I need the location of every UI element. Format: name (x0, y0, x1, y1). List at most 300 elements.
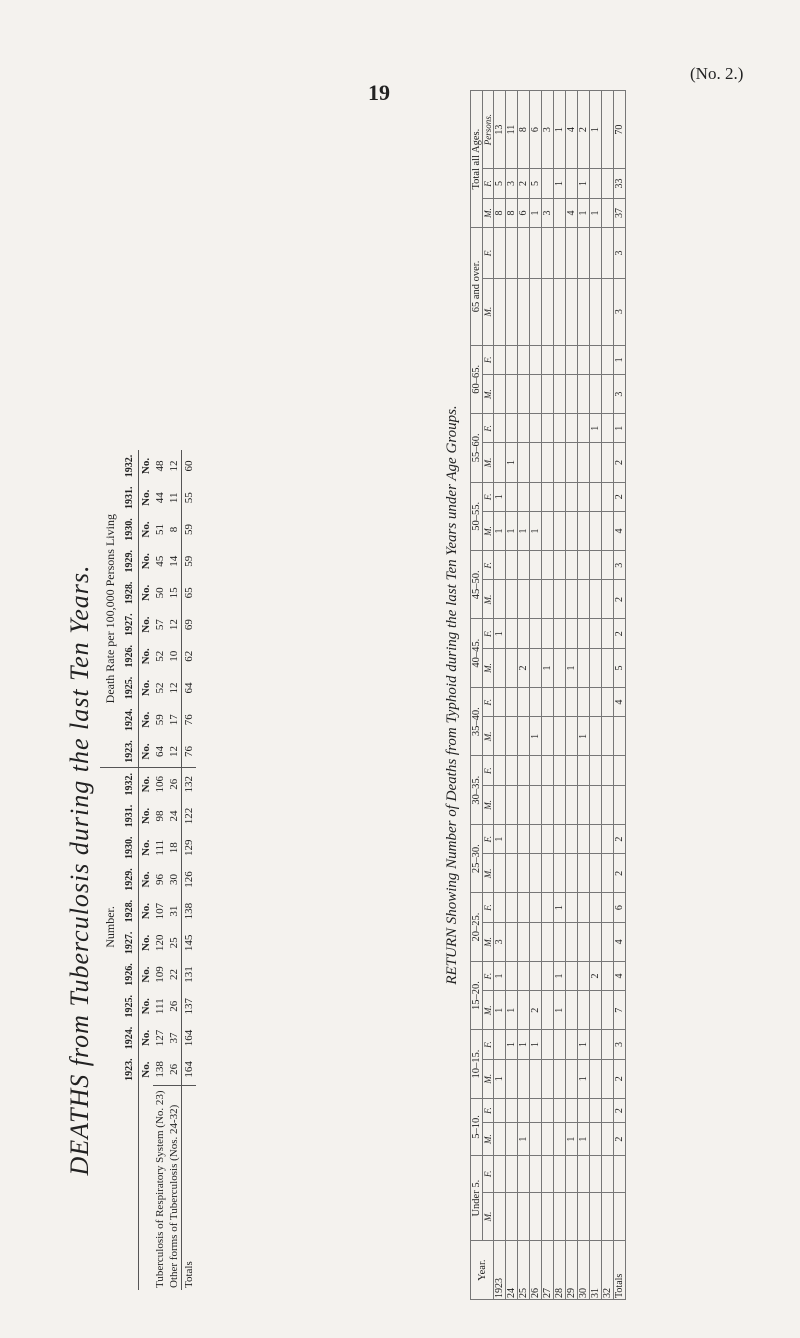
count-cell (578, 893, 590, 922)
count-cell (542, 511, 554, 550)
count-cell (506, 961, 518, 990)
count-cell (542, 756, 554, 785)
male-header: M. (483, 443, 494, 482)
count-cell (494, 278, 506, 345)
total-cell: 2 (614, 1123, 626, 1156)
count-cell (590, 619, 602, 648)
count-cell (602, 1030, 614, 1059)
count-cell (602, 551, 614, 580)
count-cell (542, 443, 554, 482)
count-cell (518, 1192, 530, 1241)
no-label: No. (140, 679, 152, 697)
count-cell (494, 893, 506, 922)
count-cell (554, 922, 566, 961)
count-cell (530, 619, 542, 648)
count-cell (494, 1123, 506, 1156)
year-header: Year. (471, 1241, 494, 1300)
year-header: 1932. (120, 768, 139, 800)
count-cell (554, 511, 566, 550)
male-header: M. (483, 278, 494, 345)
count-cell (554, 854, 566, 893)
no-label: No. (140, 807, 152, 825)
rate-cell: 64 (182, 672, 197, 704)
no-label: No. (140, 489, 152, 506)
count-cell (518, 1098, 530, 1123)
count-cell: 1 (494, 824, 506, 853)
male-header: M. (483, 717, 494, 756)
count-cell (554, 1192, 566, 1241)
count-cell (602, 922, 614, 961)
rate-cell: 76 (182, 704, 197, 736)
count-cell (590, 991, 602, 1030)
count-cell (506, 1192, 518, 1241)
total-cell: 4 (614, 961, 626, 990)
year-header: 1930. (120, 514, 139, 546)
count-cell (554, 1123, 566, 1156)
count-cell (602, 1123, 614, 1156)
count-cell (566, 756, 578, 785)
count-cell: 1 (542, 648, 554, 687)
typhoid-row (602, 91, 614, 1300)
count-cell (506, 375, 518, 414)
count-cell (506, 619, 518, 648)
rate-cell: 14 (168, 555, 180, 567)
total-cell: 1 (614, 345, 626, 374)
count-cell (518, 687, 530, 716)
count-cell (530, 1192, 542, 1241)
count-cell (566, 824, 578, 853)
count-cell (578, 345, 590, 374)
count-cell (590, 854, 602, 893)
count-cell (530, 551, 542, 580)
count-cell (590, 1123, 602, 1156)
rate-cell: 12 (168, 619, 180, 631)
row-label: Tuberculosis of Respiratory System (No. 23) (153, 1086, 167, 1291)
total-cell: 33 (614, 169, 626, 199)
rate-cell: 52 (154, 650, 166, 662)
count-cell (506, 687, 518, 716)
number-cell: 127 (154, 1029, 166, 1047)
rate-cell: 55 (182, 482, 197, 514)
rate-cell: 44 (154, 492, 166, 504)
count-cell (590, 1192, 602, 1241)
count-cell (602, 278, 614, 345)
no-label: No. (140, 998, 152, 1015)
count-cell (530, 922, 542, 961)
total-cell: 3 (614, 1030, 626, 1059)
count-cell (518, 482, 530, 511)
count-cell (554, 756, 566, 785)
count-cell (494, 1030, 506, 1059)
count-cell (518, 551, 530, 580)
total-header: Total all Ages. (471, 91, 483, 228)
female-header: F. (483, 1030, 494, 1059)
male-header: M. (483, 198, 494, 228)
row-label: Totals (182, 1086, 197, 1291)
male-header: M. (483, 648, 494, 687)
total-cell (614, 1192, 626, 1241)
count-cell: 1 (554, 961, 566, 990)
count-cell (602, 91, 614, 169)
count-cell (590, 785, 602, 824)
rate-cell: 48 (154, 460, 166, 472)
rate-cell: 57 (154, 619, 166, 631)
male-header: M. (483, 785, 494, 824)
no-label: No. (140, 966, 152, 983)
number-cell: 138 (154, 1061, 166, 1078)
count-cell (554, 443, 566, 482)
count-cell (518, 375, 530, 414)
count-cell (554, 580, 566, 619)
count-cell (566, 854, 578, 893)
count-cell (566, 1192, 578, 1241)
count-cell: 1 (494, 619, 506, 648)
total-cell: 70 (614, 91, 626, 169)
number-cell: 96 (154, 873, 166, 885)
count-cell (530, 854, 542, 893)
count-cell: 1 (578, 1123, 590, 1156)
year-header: 1928. (120, 895, 139, 927)
year-cell: 31 (590, 1241, 602, 1300)
count-cell (530, 1059, 542, 1098)
female-header: F. (483, 961, 494, 990)
count-cell (566, 169, 578, 199)
count-cell: 1 (554, 893, 566, 922)
count-cell (542, 414, 554, 443)
no-label: No. (140, 711, 152, 728)
count-cell (566, 278, 578, 345)
count-cell (494, 785, 506, 824)
count-cell (494, 375, 506, 414)
count-cell: 1 (518, 1123, 530, 1156)
count-cell: 1 (590, 91, 602, 169)
count-cell (602, 854, 614, 893)
count-cell: 4 (566, 91, 578, 169)
count-cell (602, 961, 614, 990)
number-cell: 107 (154, 902, 166, 920)
year-header: 1924. (120, 1022, 139, 1054)
count-cell: 6 (518, 198, 530, 228)
count-cell (542, 893, 554, 922)
no-label: No. (140, 839, 152, 856)
total-cell: 2 (614, 580, 626, 619)
count-cell (590, 1098, 602, 1123)
number-cell: 37 (168, 1032, 180, 1044)
number-cell: 106 (154, 776, 166, 793)
male-header: M. (483, 375, 494, 414)
count-cell (602, 991, 614, 1030)
count-cell (506, 278, 518, 345)
count-cell (602, 1098, 614, 1123)
count-cell (590, 345, 602, 374)
count-cell (602, 580, 614, 619)
tuberculosis-table (100, 450, 196, 1290)
rate-cell: 76 (182, 736, 197, 768)
count-cell: 1 (590, 414, 602, 443)
total-cell: 2 (614, 1059, 626, 1098)
rate-cell: 15 (168, 587, 180, 599)
tuberculosis-title: DEATHS from Tuberculosis during the last Ten Years. (65, 564, 94, 1176)
count-cell (578, 580, 590, 619)
count-cell (506, 482, 518, 511)
count-cell (566, 1030, 578, 1059)
count-cell (518, 1059, 530, 1098)
count-cell (554, 228, 566, 278)
count-cell (530, 1098, 542, 1123)
number-cell: 120 (154, 934, 166, 952)
count-cell (602, 414, 614, 443)
female-header: F. (483, 482, 494, 511)
count-cell: 4 (566, 198, 578, 228)
no-label: No. (140, 521, 152, 538)
count-cell (506, 824, 518, 853)
total-cell: 2 (614, 619, 626, 648)
count-cell: 1 (494, 961, 506, 990)
count-cell (590, 228, 602, 278)
year-header: 1923. (120, 1054, 139, 1086)
count-cell (518, 824, 530, 853)
rate-cell: 45 (154, 555, 166, 567)
count-cell: 1 (530, 1030, 542, 1059)
count-cell (566, 1098, 578, 1123)
count-cell (578, 551, 590, 580)
count-cell (554, 345, 566, 374)
female-header: F. (483, 619, 494, 648)
count-cell (506, 717, 518, 756)
count-cell (542, 278, 554, 345)
no-label: No. (140, 1061, 152, 1078)
count-cell: 1 (506, 991, 518, 1030)
count-cell (506, 893, 518, 922)
male-header: M. (483, 854, 494, 893)
year-cell: 1923 (494, 1241, 506, 1300)
count-cell (578, 278, 590, 345)
count-cell (518, 580, 530, 619)
female-header: F. (483, 893, 494, 922)
count-cell: 2 (518, 648, 530, 687)
count-cell (554, 551, 566, 580)
count-cell (578, 443, 590, 482)
year-cell: 28 (554, 1241, 566, 1300)
total-cell: 2 (614, 824, 626, 853)
count-cell (578, 1098, 590, 1123)
count-cell (578, 854, 590, 893)
count-cell (554, 375, 566, 414)
count-cell (578, 414, 590, 443)
age-group-header: 5–10. (471, 1098, 483, 1155)
count-cell (566, 580, 578, 619)
count-cell (578, 1155, 590, 1192)
count-cell (542, 922, 554, 961)
count-cell (506, 228, 518, 278)
count-cell (566, 922, 578, 961)
count-cell: 3 (542, 198, 554, 228)
count-cell (602, 198, 614, 228)
total-cell: 4 (614, 922, 626, 961)
count-cell (530, 414, 542, 443)
count-cell (554, 482, 566, 511)
typhoid-section (440, 90, 760, 1300)
count-cell (578, 511, 590, 550)
count-cell (566, 961, 578, 990)
age-group-header: 65 and over. (471, 228, 483, 345)
count-cell: 8 (518, 91, 530, 169)
typhoid-row (506, 91, 518, 1300)
total-cell: 6 (614, 893, 626, 922)
count-cell: 1 (554, 91, 566, 169)
count-cell (494, 551, 506, 580)
number-cell: 137 (182, 990, 197, 1022)
number-cell: 26 (168, 1000, 180, 1012)
number-cell: 131 (182, 959, 197, 991)
age-group-header: Under 5. (471, 1155, 483, 1240)
count-cell: 1 (518, 511, 530, 550)
rate-header: Death Rate per 100,000 Persons Living (100, 450, 120, 768)
count-cell: 1 (506, 1030, 518, 1059)
number-cell: 164 (182, 1054, 197, 1086)
count-cell (590, 717, 602, 756)
number-header: Number. (102, 906, 117, 948)
count-cell: 1 (530, 198, 542, 228)
year-header: 1929. (120, 864, 139, 896)
count-cell (506, 345, 518, 374)
count-cell (578, 991, 590, 1030)
male-header: M. (483, 1192, 494, 1241)
typhoid-row (542, 91, 554, 1300)
count-cell (554, 687, 566, 716)
count-cell (602, 482, 614, 511)
count-cell (590, 580, 602, 619)
count-cell: 2 (518, 169, 530, 199)
count-cell (566, 375, 578, 414)
year-header: 1931. (120, 482, 139, 514)
number-cell: 132 (182, 768, 197, 800)
age-group-header: 10–15. (471, 1030, 483, 1098)
count-cell (518, 756, 530, 785)
rate-cell: 12 (167, 736, 182, 768)
count-cell (494, 414, 506, 443)
rate-cell: 59 (182, 545, 197, 577)
count-cell (506, 414, 518, 443)
count-cell (542, 1030, 554, 1059)
year-header: 1927. (120, 609, 139, 641)
count-cell (602, 648, 614, 687)
count-cell (542, 1192, 554, 1241)
number-cell: 24 (168, 810, 180, 822)
total-cell: 3 (614, 278, 626, 345)
count-cell (530, 785, 542, 824)
count-cell (566, 482, 578, 511)
persons-header: Persons. (483, 91, 494, 169)
no-label-blank (139, 1086, 154, 1291)
count-cell: 1 (494, 1059, 506, 1098)
count-cell (518, 1155, 530, 1192)
total-cell: 2 (614, 1098, 626, 1123)
count-cell: 8 (506, 198, 518, 228)
no-label: No. (140, 1029, 152, 1047)
typhoid-row (530, 91, 542, 1300)
number-cell: 109 (154, 966, 166, 983)
rate-cell: 60 (182, 450, 197, 482)
total-cell: 2 (614, 443, 626, 482)
total-cell (614, 717, 626, 756)
number-cell: 31 (168, 905, 180, 917)
count-cell (566, 717, 578, 756)
count-cell (566, 551, 578, 580)
count-cell (506, 648, 518, 687)
count-cell (602, 1059, 614, 1098)
count-cell (602, 717, 614, 756)
year-header: 1926. (120, 959, 139, 991)
year-header: 1923. (120, 736, 139, 768)
count-cell (602, 824, 614, 853)
count-cell (494, 648, 506, 687)
count-cell: 1 (506, 511, 518, 550)
count-cell (554, 1030, 566, 1059)
number-cell: 145 (182, 927, 197, 959)
count-cell (506, 1098, 518, 1123)
count-cell: 3 (542, 91, 554, 169)
count-cell (554, 824, 566, 853)
count-cell (542, 551, 554, 580)
count-cell: 11 (506, 91, 518, 169)
count-cell (518, 961, 530, 990)
count-cell: 1 (590, 198, 602, 228)
total-cell: 7 (614, 991, 626, 1030)
count-cell (506, 580, 518, 619)
male-header: M. (483, 991, 494, 1030)
total-cell: 37 (614, 198, 626, 228)
number-cell: 26 (168, 778, 180, 790)
year-label-blank (120, 1086, 139, 1291)
typhoid-row (554, 91, 566, 1300)
year-cell: 24 (506, 1241, 518, 1300)
count-cell: 13 (494, 91, 506, 169)
number-cell: 122 (182, 800, 197, 832)
number-cell: 25 (168, 937, 180, 949)
count-cell: 1 (506, 443, 518, 482)
count-cell (554, 648, 566, 687)
count-cell (518, 228, 530, 278)
count-cell: 1 (578, 717, 590, 756)
count-cell (542, 580, 554, 619)
number-cell: 22 (168, 969, 180, 981)
count-cell (530, 687, 542, 716)
typhoid-table (470, 90, 626, 1300)
no-label: No. (140, 934, 152, 951)
count-cell (590, 551, 602, 580)
total-cell: 4 (614, 511, 626, 550)
count-cell (542, 1155, 554, 1192)
count-cell (542, 345, 554, 374)
count-cell (518, 414, 530, 443)
age-group-header: 15–20. (471, 961, 483, 1029)
rate-cell: 59 (182, 514, 197, 546)
female-header: F. (483, 551, 494, 580)
count-cell (590, 687, 602, 716)
typhoid-row (494, 91, 506, 1300)
total-cell: 2 (614, 482, 626, 511)
male-header: M. (483, 1059, 494, 1098)
count-cell (602, 785, 614, 824)
count-cell (530, 756, 542, 785)
count-cell: 1 (530, 511, 542, 550)
count-cell (590, 648, 602, 687)
count-cell (590, 756, 602, 785)
count-cell (494, 854, 506, 893)
count-cell (554, 1098, 566, 1123)
age-group-header: 25–30. (471, 824, 483, 892)
